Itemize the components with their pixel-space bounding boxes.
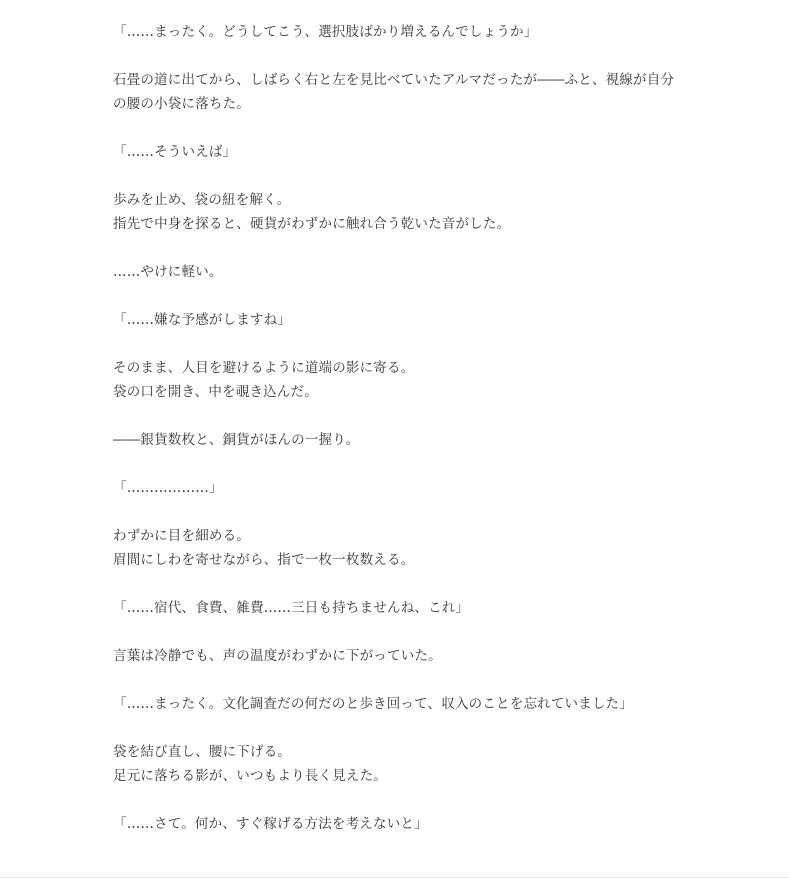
- text-line: 石畳の道に出てから、しばらく右と左を見比べていたアルマだったが――ふと、視線が自分: [113, 72, 675, 88]
- paragraph: [113, 812, 753, 836]
- text-line: ――銀貨数枚と、銅貨がほんの一握り。: [113, 432, 360, 448]
- paragraph: [113, 308, 753, 332]
- paragraph: [113, 356, 753, 404]
- paragraph: [113, 140, 753, 164]
- text-line: わずかに目を細める。: [113, 528, 250, 544]
- paragraph: [113, 740, 753, 788]
- paragraph: [113, 644, 753, 668]
- paragraph: [113, 476, 753, 500]
- paragraph: [113, 260, 753, 284]
- text-line: 「……まったく。どうしてこう、選択肢ばかり増えるんでしょうか」: [113, 24, 538, 40]
- text-line: 言葉は冷静でも、声の温度がわずかに下がっていた。: [113, 648, 442, 664]
- text-line: の腰の小袋に落ちた。: [113, 96, 250, 112]
- paragraph: [113, 596, 753, 620]
- text-line: ……やけに軽い。: [113, 264, 223, 280]
- text-line: 袋の口を開き、中を覗き込んだ。: [113, 384, 318, 400]
- paragraph: [113, 428, 753, 452]
- text-line: 袋を結び直し、腰に下げる。: [113, 744, 292, 760]
- text-line: 眉間にしわを寄せながら、指で一枚一枚数える。: [113, 552, 415, 568]
- paragraph: [113, 20, 753, 44]
- text-line: そのまま、人目を避けるように道端の影に寄る。: [113, 360, 415, 376]
- text-line: 「……まったく。文化調査だの何だのと歩き回って、収入のことを忘れていました」: [113, 696, 634, 712]
- text-line: 「……宿代、食費、雑費……三日も持ちませんね、これ」: [113, 600, 470, 616]
- text-line: 指先で中身を探ると、硬貨がわずかに触れ合う乾いた音がした。: [113, 216, 511, 232]
- text-line: 「………………」: [113, 480, 223, 496]
- story-text: [113, 20, 753, 860]
- paragraph: [113, 692, 753, 716]
- paragraph: [113, 524, 753, 572]
- text-line: 足元に落ちる影が、いつもより長く見えた。: [113, 768, 387, 784]
- paragraph: [113, 68, 753, 116]
- text-line: 歩みを止め、袋の紐を解く。: [113, 192, 291, 208]
- text-line: 「……嫌な予感がしますね」: [113, 312, 292, 328]
- text-line: 「……そういえば」: [113, 144, 237, 160]
- text-line: 「……さて。何か、すぐ稼げる方法を考えないと」: [113, 816, 428, 832]
- paragraph: [113, 188, 753, 236]
